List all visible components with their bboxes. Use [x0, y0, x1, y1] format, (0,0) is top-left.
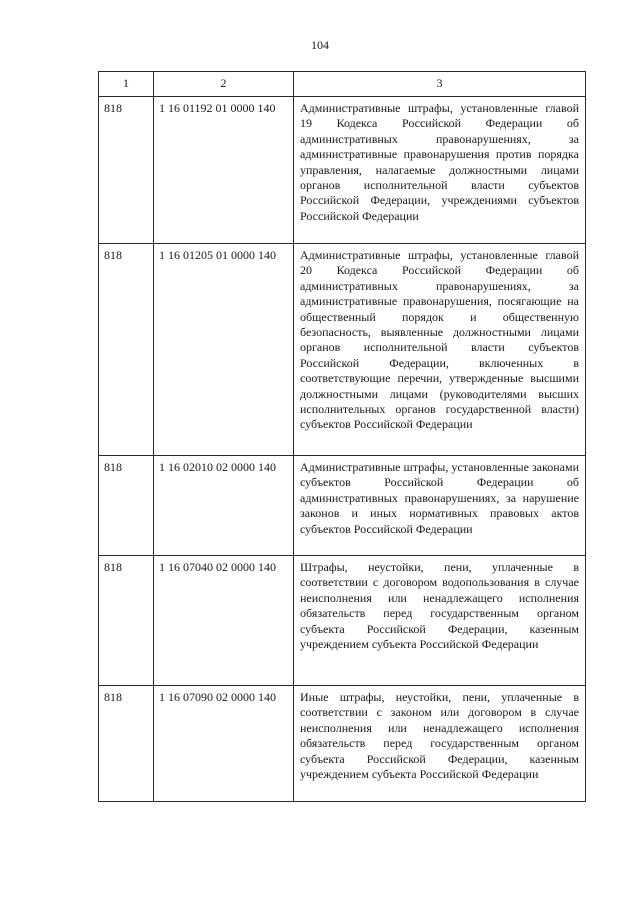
table-row — [99, 97, 586, 244]
administrator-code-cell: 818 — [99, 556, 154, 686]
revenue-description-cell: Штрафы, неустойки, пени, уплаченные в соответствии с договором водопользования в случае неисполнения или ненадлежащего исполнения обязательств перед государственным органом субъекта Российской Федерации, казенным учреждением субъекта Российской Федерации — [294, 556, 586, 686]
table-header-row — [99, 72, 586, 97]
kbk-code-cell: 1 16 01192 01 0000 140 — [154, 97, 294, 244]
administrator-code-cell: 818 — [99, 244, 154, 456]
table-row — [99, 686, 586, 802]
kbk-code-cell: 1 16 07040 02 0000 140 — [154, 556, 294, 686]
revenue-description-cell: Административные штрафы, установленные законами субъектов Российской Федерации об административных правонарушениях, за нарушение законов и иных нормативных правовых актов субъектов Российской Федерации — [294, 456, 586, 556]
column-header-1: 1 — [99, 72, 154, 97]
revenue-classification-table — [98, 71, 586, 802]
administrator-code-cell: 818 — [99, 686, 154, 802]
kbk-code-cell: 1 16 01205 01 0000 140 — [154, 244, 294, 456]
revenue-description-cell: Административные штрафы, установленные главой 20 Кодекса Российской Федерации об административных правонарушениях, за административные правонарушения, посягающие на общественный порядок и общественную безопасность, выявленные должностными лицами органов исполнительной власти субъектов Российской Федерации, включенных в соответствующие перечни, утвержденные высшими должностными лицами (руководителями высших исполнительных органов государственной власти) субъектов Российской Федерации — [294, 244, 586, 456]
page-number: 104 — [311, 38, 329, 52]
administrator-code-cell: 818 — [99, 97, 154, 244]
revenue-description-cell: Административные штрафы, установленные главой 19 Кодекса Российской Федерации об административных правонарушениях, за административные правонарушения против порядка управления, налагаемые должностными лицами органов исполнительной власти субъектов Российской Федерации, учреждениями субъектов Российской Федерации — [294, 97, 586, 244]
administrator-code-cell: 818 — [99, 456, 154, 556]
column-header-3: 3 — [294, 72, 586, 97]
revenue-description-cell: Иные штрафы, неустойки, пени, уплаченные в соответствии с законом или договором в случае неисполнения или ненадлежащего исполнения обязательств перед государственным органом субъекта Российской Федерации, казенным учреждением субъекта Российской Федерации — [294, 686, 586, 802]
table-row — [99, 556, 586, 686]
table-row — [99, 244, 586, 456]
column-header-2: 2 — [154, 72, 294, 97]
table-row — [99, 456, 586, 556]
kbk-code-cell: 1 16 07090 02 0000 140 — [154, 686, 294, 802]
kbk-code-cell: 1 16 02010 02 0000 140 — [154, 456, 294, 556]
